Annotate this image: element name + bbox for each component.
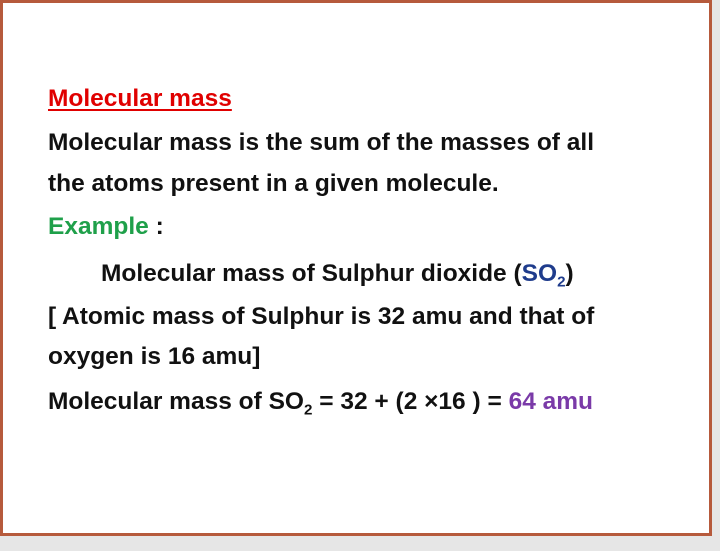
atomic-info-line-2: oxygen is 16 amu]: [48, 343, 261, 370]
compound-suffix: ): [565, 260, 574, 287]
atomic-info-line-1: [ Atomic mass of Sulphur is 32 amu and that of: [48, 303, 595, 330]
calculation-line: [48, 387, 593, 417]
calculation-subscript: 2: [303, 401, 313, 419]
calculation-prefix: Molecular mass of SO: [48, 388, 304, 415]
example-colon: :: [155, 213, 164, 240]
formula: [521, 260, 566, 291]
formula-symbol: SO: [521, 260, 558, 287]
section-heading: Molecular mass: [48, 85, 232, 112]
definition-line-2: the atoms present in a given molecule.: [48, 170, 499, 197]
compound-prefix: Molecular mass of Sulphur dioxide (: [101, 260, 522, 287]
formula-subscript: 2: [557, 273, 566, 291]
compound-line: [101, 259, 574, 289]
calculation-expression: = 32 + (2 ×16 ) =: [312, 388, 509, 415]
example-label-line: [48, 212, 164, 242]
calculation-result: 64 amu: [508, 388, 594, 415]
definition-line-1: Molecular mass is the sum of the masses of all: [48, 129, 594, 156]
example-label: Example: [48, 213, 149, 240]
